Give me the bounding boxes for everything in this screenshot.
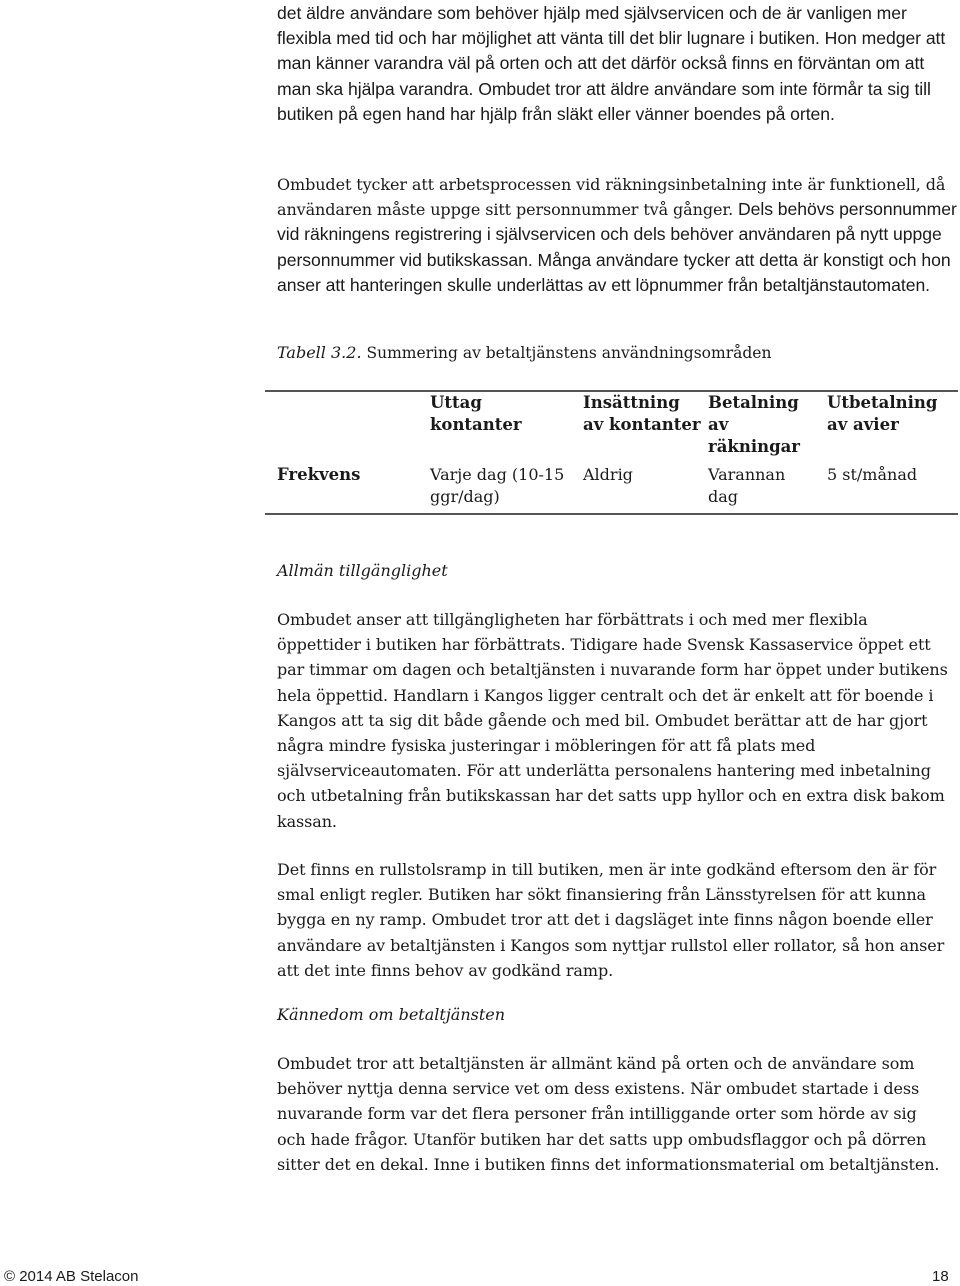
summary-table — [265, 390, 958, 515]
paragraph-intro — [277, 1, 957, 127]
paragraph-accessibility-text-2: Tidigare hade Svensk Kassaservice öppet ett par timmar om dagen och betaltjänsten i nuvarande form har öppet under butikens hela öppettid. Handlarn i Kangos ligger centralt och det är enkelt att för boende i Kangos att ta sig dit både gående och med bil. Ombudet berättar att de har gjort några mindre fysiska justeringar i möbleringen för att få plats med självserviceautomaten. För att underlätta personalens hantering med inbetalning och utbetalning från butikskassan har det satts upp hyllor och en extra disk bakom kassan. — [277, 635, 948, 831]
table-header-deposit-cash: Insättning av kontanter — [583, 393, 701, 434]
table-bottom-rule — [265, 513, 958, 515]
table-row-label-frequency: Frekvens — [277, 465, 361, 484]
paragraph-awareness: Ombudet tror att betaltjänsten är allmänt känd på orten och de användare som behöver nyttja denna service vet om dess existens. När ombudet startade i dess nuvarande form var det flera personer från intilliggande orter som hörde av sig och hade frågor. Utanför butiken har det satts upp ombudsflaggor och på dörren sitter det en dekal. Inne i butiken finns det informationsmaterial om betaltjänsten. — [277, 1054, 940, 1174]
footer-copyright: © 2014 AB Stelacon — [4, 1268, 139, 1285]
paragraph-ramp: Det finns en rullstolsramp in till butiken, men är inte godkänd eftersom den är för smal enligt regler. Butiken har sökt finansiering från Länsstyrelsen för att kunna bygga en ny ramp. Ombudet tror att det i dagsläget inte finns någon boende eller användare av betaltjänsten i Kangos som nyttjar rullstol eller rollator, så hon anser att det inte finns behov av godkänd ramp. — [277, 860, 945, 980]
table-cell-deposit-frequency: Aldrig — [583, 465, 633, 484]
table-caption — [277, 343, 771, 362]
table-cell-bill-frequency: Varannan dag — [708, 465, 786, 506]
table-header-withdraw-cash: Uttag kontanter — [430, 393, 522, 434]
section-heading-accessibility: Allmän tillgänglighet — [277, 561, 448, 580]
paragraph-accessibility-text-1: Ombudet anser att tillgängligheten har förbättrats i och med mer flexibla öppettider i butiken har förbättrats. — [277, 610, 868, 655]
table-caption-label: Tabell 3.2. — [277, 343, 362, 362]
section-heading-awareness: Kännedom om betaltjänsten — [277, 1005, 506, 1024]
table-cell-payout-frequency: 5 st/månad — [827, 465, 918, 484]
paragraph-accessibility — [277, 607, 949, 834]
table-header-payout-notices: Utbetalning av avier — [827, 393, 938, 434]
paragraph-invoice-process-serif: Ombudet tycker att arbetsprocessen vid räkningsinbetalning inte är funktionell, då användaren måste uppge sitt personnummer två gånger. — [277, 175, 946, 220]
paragraph-invoice-process-sans-1: Dels behövs personnummer vid räkningens registrering i självservicen och dels behöver användaren på nytt uppge personnummer vid butikskassan. — [277, 199, 957, 270]
footer-page-number: 18 — [932, 1268, 949, 1285]
table-caption-text: Summering av betaltjänstens användningsområden — [366, 344, 772, 362]
paragraph-intro-text: det äldre användare som behöver hjälp med självservicen och de är vanligen mer flexibla med tid och har möjlighet att vänta till det blir lugnare i butiken. Hon medger att man känner varandra väl på orten och att det därför också finns en förväntan om att man ska hjälpa varandra. Ombudet tror att äldre användare som inte förmår ta sig till butiken på egen hand har hjälp från släkt eller vänner boendes på orten. — [277, 3, 946, 124]
paragraph-invoice-process — [277, 172, 957, 298]
table-cell-withdraw-frequency: Varje dag (10-15 ggr/dag) — [430, 465, 565, 506]
paragraph-invoice-process-sans-2: Många användare tycker att detta är konstigt och hon anser att hanteringen skulle underlättas av ett löpnummer från betaltjänstautomaten. — [277, 249, 951, 295]
table-header-bill-payment: Betalning av räkningar — [708, 393, 800, 456]
